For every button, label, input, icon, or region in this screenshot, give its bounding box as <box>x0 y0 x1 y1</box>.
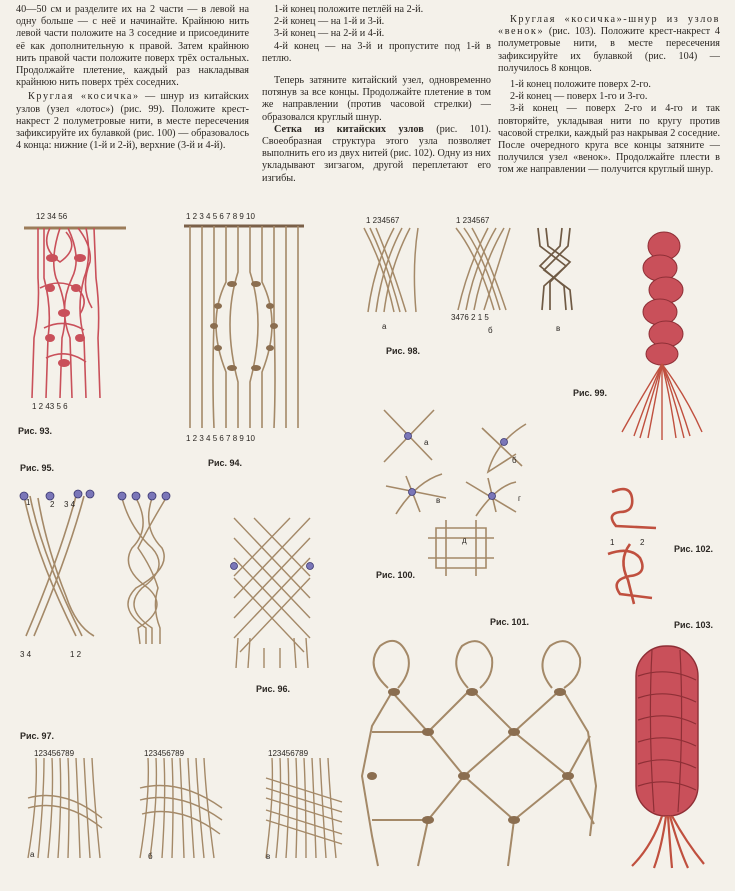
col2-paragraph-3: Сетка из китайских узлов (рис. 101). Своеобразная структура этого узла позволяет выполнить его из двух нитей (рис. 102). Одну из них укладывают зигзагом, другой переплетают его изгибы. <box>262 123 491 184</box>
fig97-numbers-a: 123456789 <box>34 749 75 758</box>
col2-list-1: 1-й конец положите петлёй на 2-й. <box>274 4 424 15</box>
fig95-label-34: 3 4 <box>64 500 76 509</box>
fig98-bottom-numbers: 3476 2 1 5 <box>451 313 489 322</box>
fig98-braid-v-illustration <box>530 226 580 312</box>
fig97-caption: Рис. 97. <box>20 731 55 741</box>
fig97-weave-a-illustration <box>24 758 106 862</box>
col3-list-2: 2-й конец — поверх 1-го и 3-го. <box>510 91 648 103</box>
col2-paragraph-2: Теперь затяните китайский узел, одновременно потянув за все концы. Продолжайте плетение в том же направлении (против часовой стрелки) — образовался круглый шнур. <box>262 75 491 123</box>
fig98-numbers-a: 1 234567 <box>366 216 400 225</box>
fig100-label-g: г <box>518 494 521 503</box>
text-column-3 <box>498 14 720 177</box>
fig95-label-2: 2 <box>50 500 55 509</box>
col3-paragraph-1: Круглая «косичка»-шнур из узлов «венок» (рис. 103). Положите крест-накрест 4 полуметровые нити, в месте пересечения зафиксируйте их булавкой (рис. 104) — получилось 8 концов. <box>498 14 720 74</box>
fig96-caption: Рис. 96. <box>256 684 291 694</box>
text-column-1 <box>16 4 249 152</box>
fig102-caption: Рис. 102. <box>674 544 714 554</box>
fig95-bottom-right: 1 2 <box>70 650 82 659</box>
fig97-numbers-b: 123456789 <box>144 749 185 758</box>
fig98-label-a: а <box>382 322 387 331</box>
fig95-crossing-cords-illustration <box>16 486 106 648</box>
fig96-round-braid-illustration <box>112 488 182 648</box>
fig94-cord-opening-illustration <box>182 222 306 434</box>
fig94-top-numbers: 1 2 3 4 5 6 7 8 9 10 <box>186 212 255 221</box>
fig100-label-b: б <box>512 456 517 465</box>
fig103-red-wreath-cord-illustration <box>622 636 712 872</box>
fig98-braid-b-illustration <box>448 226 518 312</box>
fig100-caption: Рис. 100. <box>376 570 416 580</box>
fig98-label-v: в <box>556 324 561 333</box>
fig100-chinese-knot-steps-illustration <box>376 402 548 576</box>
fig98-braid-a-illustration <box>354 226 434 314</box>
fig94-bottom-numbers: 1 2 3 4 5 6 7 8 9 10 <box>186 434 255 443</box>
fig93-top-numbers: 12 34 56 <box>36 212 68 221</box>
fig93-caption: Рис. 93. <box>18 426 53 436</box>
fig101-chinese-knot-net-illustration <box>358 636 606 868</box>
fig100-label-v: в <box>436 496 441 505</box>
fig93-red-macrame-illustration <box>20 218 130 418</box>
col2-list-4: 4-й конец — на 3-й и пропустите под 1-й в петлю. <box>262 40 491 64</box>
fig103-caption: Рис. 103. <box>674 620 714 630</box>
col1-paragraph-2: Круглая «косичка» — шнур из китайских узлов (узел «лотос») (рис. 99). Положите крест-накрест 2 полуметровые нити, в месте пересечения зафиксируйте их булавкой (рис. 100) — образовалось 4 конца: нижние (1-й и 2-й), верхние (3-й и 4-й). <box>16 91 249 152</box>
col2-list-3: 3-й конец — на 2-й и 4-й. <box>274 28 385 40</box>
fig99-caption: Рис. 99. <box>573 388 608 398</box>
fig95-bottom-left: 3 4 <box>20 650 32 659</box>
fig97-label-v: в <box>266 852 271 861</box>
fig97-label-b: б <box>148 852 153 861</box>
fig94-caption: Рис. 94. <box>208 458 243 468</box>
fig98-caption: Рис. 98. <box>386 346 421 356</box>
col1-paragraph-1: 40—50 см и разделите их на 2 части — в левой на одну больше — с неё и начинайте. Крайнюю нить левой части положите на 3 соседние и присоедините её как дополнительную к правой. Затем крайнюю нить правой части положите поверх трёх остальных. Продолжайте плетение, каждый раз накладывая крайнюю нить поверх трёх соседних. <box>16 4 249 89</box>
fig93-bottom-numbers: 1 2 43 5 6 <box>32 402 68 411</box>
fig102-label-2: 2 <box>640 538 645 547</box>
fig96-flat-braid-illustration <box>224 508 320 672</box>
text-column-2 <box>262 4 491 185</box>
fig95-caption: Рис. 95. <box>20 463 55 473</box>
fig97-numbers-v: 123456789 <box>268 749 309 758</box>
fig97-weave-b-illustration <box>136 758 226 862</box>
fig95-label-1: 1 <box>26 498 31 507</box>
fig98-numbers-b: 1 234567 <box>456 216 490 225</box>
fig100-label-d: д <box>462 536 467 545</box>
col3-list-1: 1-й конец положите поверх 2-го. <box>510 79 651 91</box>
fig101-caption: Рис. 101. <box>490 617 530 627</box>
col2-list-2: 2-й конец — на 1-й и 3-й. <box>274 16 385 28</box>
fig97-label-a: а <box>30 850 35 859</box>
fig100-label-a: а <box>424 438 429 447</box>
fig99-red-round-cord-illustration <box>612 226 712 446</box>
col3-list-3: 3-й конец — поверх 2-го и 4-го и так повторяйте, укладывая нити по кругу против часовой стрелки, каждый раз накрывая 2 соседние. После очередного круга все концы затяните — получился узел «венок». Продолжайте плести в том же направлении — получится круглый шнур. <box>498 103 720 176</box>
fig102-label-1: 1 <box>610 538 615 547</box>
fig98-label-b: б <box>488 326 493 335</box>
fig97-weave-v-illustration <box>262 758 348 862</box>
